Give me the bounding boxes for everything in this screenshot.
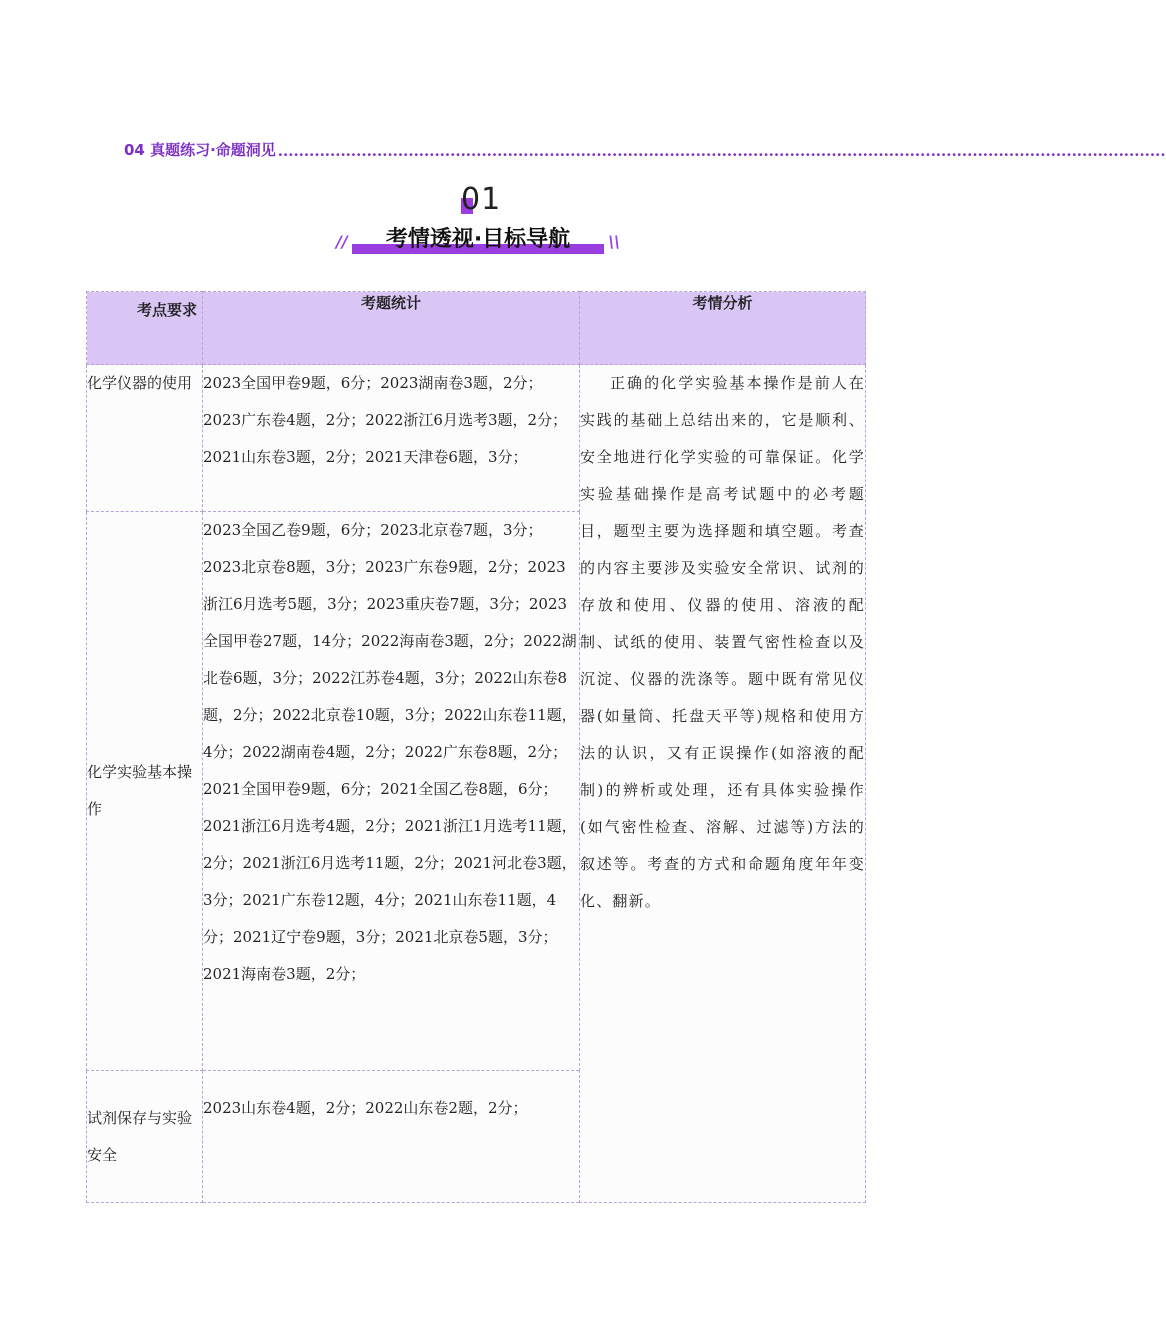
stats-cell: 2023全国甲卷9题，6分；2023湖南卷3题，2分；2023广东卷4题，2分；2022浙江6月选考3题，2分；2021山东卷3题，2分；2021天津卷6题，3分； <box>203 365 580 512</box>
header-stats: 考题统计 <box>203 292 580 365</box>
section-title-banner <box>336 224 620 260</box>
exam-analysis-table <box>86 291 866 1203</box>
analysis-cell <box>580 365 866 1203</box>
right-slash-decoration: \\ <box>608 232 620 251</box>
left-slash-decoration: // <box>336 232 348 251</box>
stats-cell: 2023全国乙卷9题，6分；2023北京卷7题，3分；2023北京卷8题，3分；2023广东卷9题，2分；2023浙江6月选考5题，3分；2023重庆卷7题，3分；2023全国甲卷27题，14分；2022海南卷3题，2分；2022湖北卷6题，3分；2022江苏卷4题，3分；2022山东卷8题，2分；2022北京卷10题，3分；2022山东卷11题，4分；2022湖南卷4题，2分；2022广东卷8题，2分；2021全国甲卷9题，6分；2021全国乙卷8题，6分；2021浙江6月选考4题，2分；2021浙江1月选考11题，2分；2021浙江6月选考11题，2分；2021河北卷3题，3分；2021广东卷12题，4分；2021山东卷11题，4分；2021辽宁卷9题，3分；2021北京卷5题，3分；2021海南卷3题，2分； <box>203 512 580 1071</box>
topic-cell: 化学仪器的使用 <box>87 365 203 512</box>
section-number-badge <box>461 180 501 220</box>
topic-cell: 化学实验基本操作 <box>87 512 203 1071</box>
header-topic: 考点要求 <box>87 292 203 365</box>
toc-label[interactable]: 04 真题练习·命题洞见 <box>124 141 276 159</box>
stats-cell: 2023山东卷4题，2分；2022山东卷2题，2分； <box>203 1071 580 1203</box>
header-analysis: 考情分析 <box>580 292 866 365</box>
analysis-text: 正确的化学实验基本操作是前人在实践的基础上总结出来的，它是顺利、安全地进行化学实验的可靠保证。化学实验基础操作是高考试题中的必考题目，题型主要为选择题和填空题。考查的内容主要涉及实验安全常识、试剂的存放和使用、仪器的使用、溶液的配制、试纸的使用、装置气密性检查以及沉淀、仪器的洗涤等。题中既有常见仪器(如量筒、托盘天平等)规格和使用方法的认识，又有正误操作(如溶液的配制)的辨析或处理，还有具体实验操作(如气密性检查、溶解、过滤等)方法的叙述等。考查的方式和命题角度年年变化、翻新。 <box>580 374 865 910</box>
toc-entry[interactable] <box>124 139 1166 160</box>
table-header-row <box>87 292 866 365</box>
topic-cell: 试剂保存与实验安全 <box>87 1071 203 1203</box>
section-number: 01 <box>461 182 502 217</box>
table-row <box>87 365 866 512</box>
section-title: 考情透视·目标导航 <box>385 227 571 252</box>
toc-leader-dots: .......................................................................................................................................................................... <box>277 142 1166 160</box>
